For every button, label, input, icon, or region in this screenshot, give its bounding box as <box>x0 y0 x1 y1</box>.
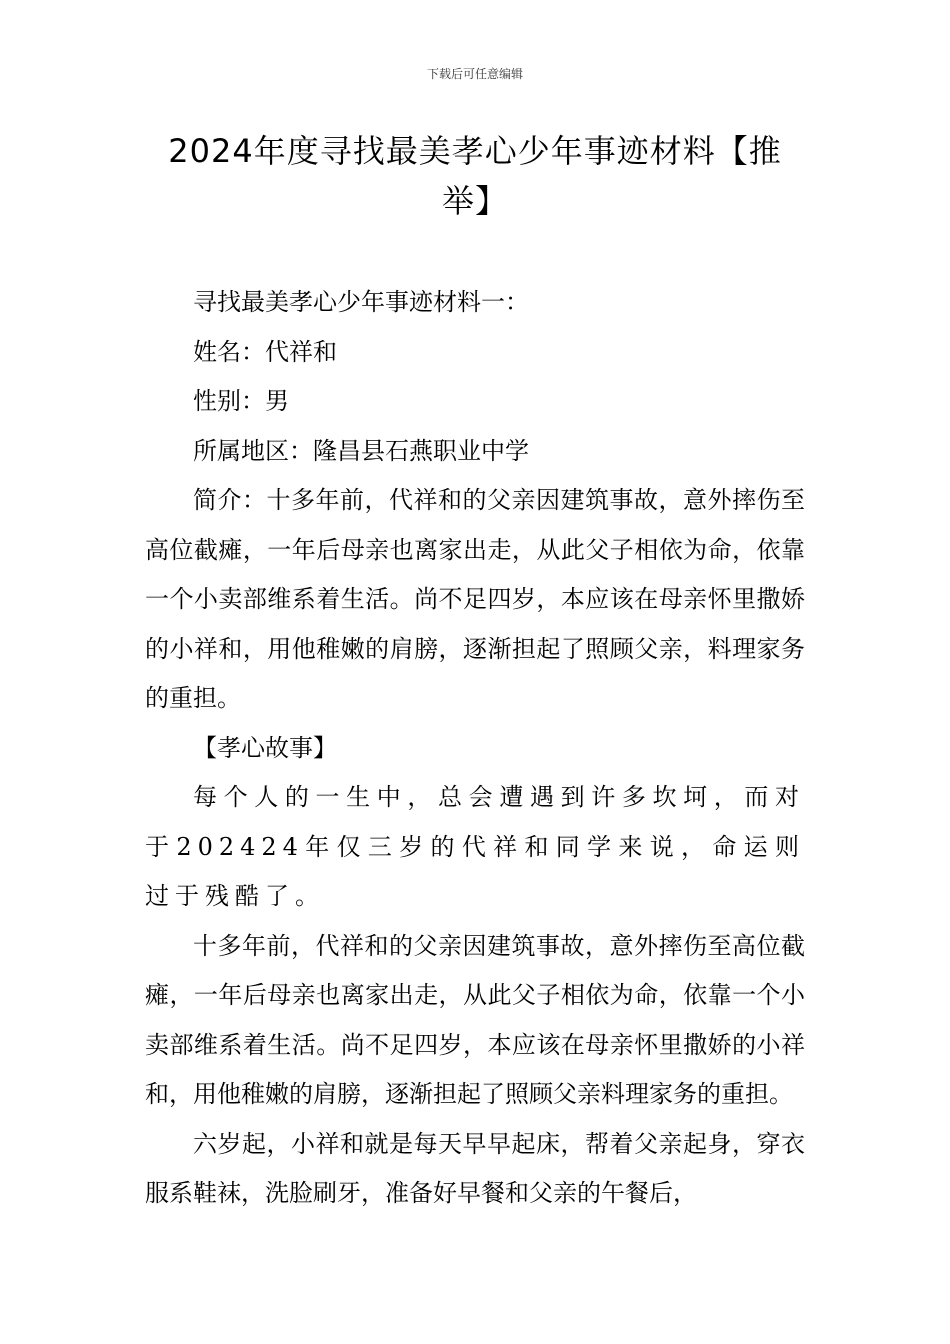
paragraph-intro: 简介：十多年前，代祥和的父亲因建筑事故，意外摔伤至高位截瘫，一年后母亲也离家出走，从此父子相依为命，依靠一个小卖部维系着生活。尚不足四岁，本应该在母亲怀里撒娇的小祥和，用他稚嫩的肩膀，逐渐担起了照顾父亲，料理家务的重担。 <box>145 486 805 712</box>
document-body <box>145 278 805 1219</box>
paragraph-region: 所属地区：隆昌县石燕职业中学 <box>193 436 529 465</box>
paragraph-gender: 性别：男 <box>193 387 289 415</box>
paragraph-story-daily: 六岁起，小祥和就是每天早早起床，帮着父亲起身，穿衣服系鞋袜，洗脸刷牙，准备好早餐和父亲的午餐后， <box>145 1129 805 1207</box>
paragraph-name: 姓名：代祥和 <box>193 337 337 366</box>
document-title: 2024年度寻找最美孝心少年事迹材料【推举】 <box>168 132 782 220</box>
paragraph-section-title: 【孝心故事】 <box>193 733 337 762</box>
paragraph-story-background: 十多年前，代祥和的父亲因建筑事故，意外摔伤至高位截瘫，一年后母亲也离家出走，从此父子相依为命，依靠一个小卖部维系着生活。尚不足四岁，本应该在母亲怀里撒娇的小祥和，用他稚嫩的肩膀，逐渐担起了照顾父亲料理家务的重担。 <box>145 931 805 1108</box>
header-note: 下载后可任意编辑 <box>426 67 523 81</box>
paragraph-story-opening: 每个人的一生中，总会遭遇到许多坎坷，而对于202424年仅三岁的代祥和同学来说，命运则过于残酷了。 <box>145 783 805 910</box>
paragraph-heading: 寻找最美孝心少年事迹材料一： <box>193 288 529 316</box>
